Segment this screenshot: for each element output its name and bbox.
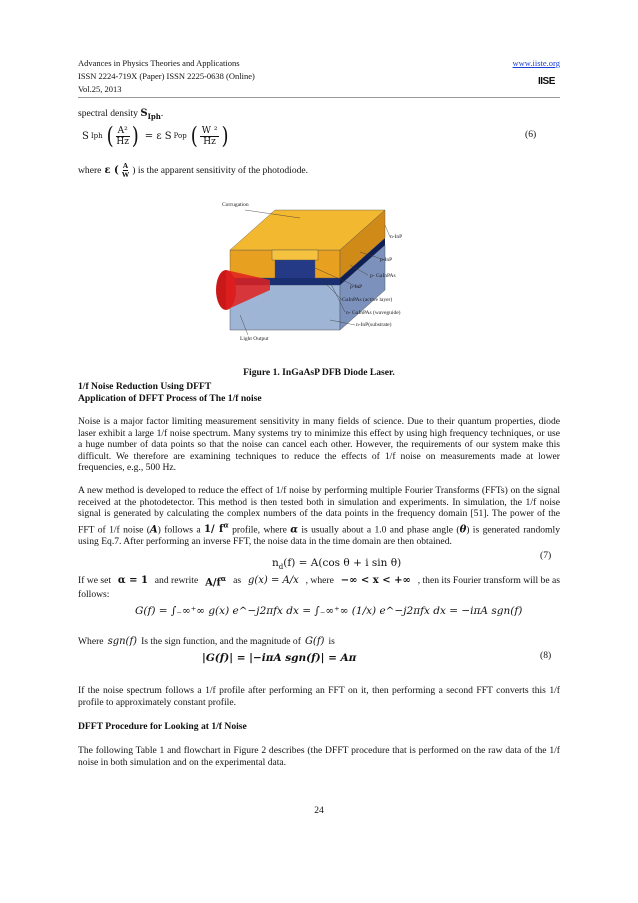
set-text-b: and rewrite xyxy=(154,575,199,587)
spectral-symbol: $S_{Iph}$ xyxy=(140,108,161,121)
eq8-number: (8) xyxy=(540,650,552,661)
where-sgn-text-a: Where xyxy=(78,636,104,647)
set-alpha-line xyxy=(78,573,560,589)
paragraph-noise-intro: Noise is a major factor limiting measurement sensitivity in many fields of science. Due to their quantum properties, diode laser exhibit a large 1/f noise spectrum. Many systems try to minimize this effect by using high frequency techniques, or use a huge number of data points so that the noise can cancel each other. However, the requirements of our system make this difficult. We therefore are examining techniques to reduce the effects of 1/f noise on measurements made at lower frequencies, e.g., 500 Hz. xyxy=(78,416,560,474)
journal-name: Advances in Physics Theories and Applications xyxy=(78,58,240,68)
label-p-gainpas: p- GaInPAs xyxy=(370,273,396,279)
label-light-output: Light Output xyxy=(240,336,269,342)
cap-ridge xyxy=(272,250,318,260)
active-region xyxy=(275,260,315,278)
where-text: where xyxy=(78,164,102,176)
label-corrugation: Corrugation xyxy=(222,202,249,208)
p-inp-right xyxy=(315,250,340,278)
set-text-d: , where xyxy=(305,575,334,587)
eq6-lhs: S xyxy=(82,130,89,142)
eq6-frac2-den: Hz xyxy=(203,136,216,147)
section-heading: 1/f Noise Reduction Using DFFT xyxy=(78,381,212,392)
issn-line: ISSN 2224-719X (Paper) ISSN 2225-0638 (Online) xyxy=(78,71,255,81)
para2-profile: 1/ $f^\alpha$ xyxy=(204,520,229,536)
where-sgn-line xyxy=(78,636,335,648)
para2-text-e: ) is generated randomly using Eq.7. After performing an inverse FFT, the noise data in the time domain are then obtained. xyxy=(78,524,560,547)
para2-text-c: profile, where xyxy=(228,524,291,536)
paragraph-second-fft: If the noise spectrum follows a 1/f profile after performing an FFT on it, then performing a second FFT converts this 1/f profile to approximately constant profile. xyxy=(78,685,560,708)
unit-den: W xyxy=(121,170,130,179)
set-g-expr: g(x) = A/x xyxy=(247,575,299,587)
eq6-fraction-1 xyxy=(116,126,130,147)
equation-8: |G(f)| = |−iπA sgn(f)| = Aπ xyxy=(202,652,357,664)
figure-1-caption: Figure 1. InGaAsP DFB Diode Laser. xyxy=(243,367,395,378)
set-alpha-eq: α = 1 xyxy=(117,575,148,587)
dfft-procedure-heading: DFFT Procedure for Looking at 1/f Noise xyxy=(78,721,247,732)
logo-text: IISE xyxy=(538,76,555,87)
volume-line: Vol.25, 2013 xyxy=(78,84,122,94)
eq6-equals: = ε S xyxy=(144,130,172,142)
para2-text-a: A new method is developed to reduce the effect of 1/f noise by performing multiple Fourier Transforms (FFTs) on the signal received at the photodetector. This method is then tested both in simulation and experiments. In simulation, the 1/f noise signal is generated by calculating the complex numbers of the data points in the frequency domain [51]. The power of the FFT of 1/f noise ( xyxy=(78,485,560,536)
follows-text: follows: xyxy=(78,589,110,600)
eq6-frac1-den: Hz xyxy=(116,136,129,147)
set-text-e: , then its Fourier transform will be as xyxy=(417,575,560,587)
paragraph-table-flowchart: The following Table 1 and flowchart in Figure 2 describes (the DFFT procedure that is performed on the raw data of the 1/f noise in both simulation and on the experimental data. xyxy=(78,745,560,768)
eq7-rest: (f) = A(cos θ + i sin θ) xyxy=(283,557,402,569)
label-active-layer: GaInPAs (active layer) xyxy=(342,297,393,303)
set-range: −∞ < x < +∞ xyxy=(340,575,411,587)
epsilon-unit-fraction xyxy=(122,162,130,179)
eq6-frac2-num: W ² xyxy=(201,125,218,136)
eq6-lhs-sub: Iph xyxy=(90,132,103,140)
where-sgn-text-b: Is the sign function, and the magnitude of xyxy=(141,636,301,647)
equation-fourier-transform: G(f) = ∫₋∞⁺∞ g(x) e^−j2πfx dx = ∫₋∞⁺∞ (1/x) e^−j2πfx dx = −iπA sgn(f) xyxy=(135,605,523,617)
eq7-number: (7) xyxy=(540,550,552,561)
dfb-laser-svg xyxy=(210,190,440,350)
set-text-c: as xyxy=(233,575,242,587)
subsection-heading: Application of DFFT Process of The 1/f noise xyxy=(78,393,262,404)
label-p-inp: p-InP xyxy=(380,257,393,263)
label-waveguide: n- GaInPAs (waveguide) xyxy=(346,310,401,316)
spectral-density-text: spectral density xyxy=(78,108,138,119)
paragraph-new-method xyxy=(78,485,560,547)
label-p-inp-2: p-InP xyxy=(350,284,363,290)
journal-url-link[interactable]: www.iiste.org xyxy=(512,58,560,68)
eq6-number: (6) xyxy=(525,129,537,140)
epsilon-symbol: ε ( xyxy=(104,164,119,176)
where-sgn-text-c: is xyxy=(328,636,335,647)
para2-text-b: ) follows a xyxy=(157,524,204,536)
eq7-n: n xyxy=(272,557,279,569)
para2-symbol-alpha: α xyxy=(290,524,298,536)
where-epsilon-line xyxy=(78,162,308,179)
figure-1-laser-diagram xyxy=(210,190,440,350)
eq6-frac1-num: A² xyxy=(117,125,128,136)
set-expr: $A/f^\alpha$ xyxy=(205,574,227,589)
label-n-inp: n-InP xyxy=(390,234,403,240)
eq7-sub: d xyxy=(278,563,284,572)
sgn-function: sgn(f) xyxy=(107,636,138,647)
iiste-logo xyxy=(538,76,555,87)
spectral-density-line: spectral density $S_{Iph}$. xyxy=(78,108,164,121)
unit-num: A xyxy=(122,161,129,170)
G-function: G(f) xyxy=(304,636,325,647)
page-number: 24 xyxy=(314,805,324,816)
para2-text-d: is usually about a 1.0 and phase angle ( xyxy=(297,524,460,536)
label-substrate: n-InP(substrate) xyxy=(356,322,392,328)
eq6-rhs-sub: Pop xyxy=(173,132,187,140)
set-text-a: If we set xyxy=(78,575,112,587)
header-divider xyxy=(78,97,560,98)
equation-6: S Iph ( $\frac{\text{A²}}{Hz}$ ) = ε S Pop ( $\frac{\text{W ²}}{Hz}$ ) xyxy=(82,122,229,150)
epsilon-description: ) is the apparent sensitivity of the photodiode. xyxy=(132,164,309,176)
para2-symbol-theta: θ xyxy=(459,524,467,536)
equation-7 xyxy=(272,557,401,571)
para2-symbol-A: A xyxy=(149,524,158,536)
eq6-fraction-2 xyxy=(200,126,220,147)
